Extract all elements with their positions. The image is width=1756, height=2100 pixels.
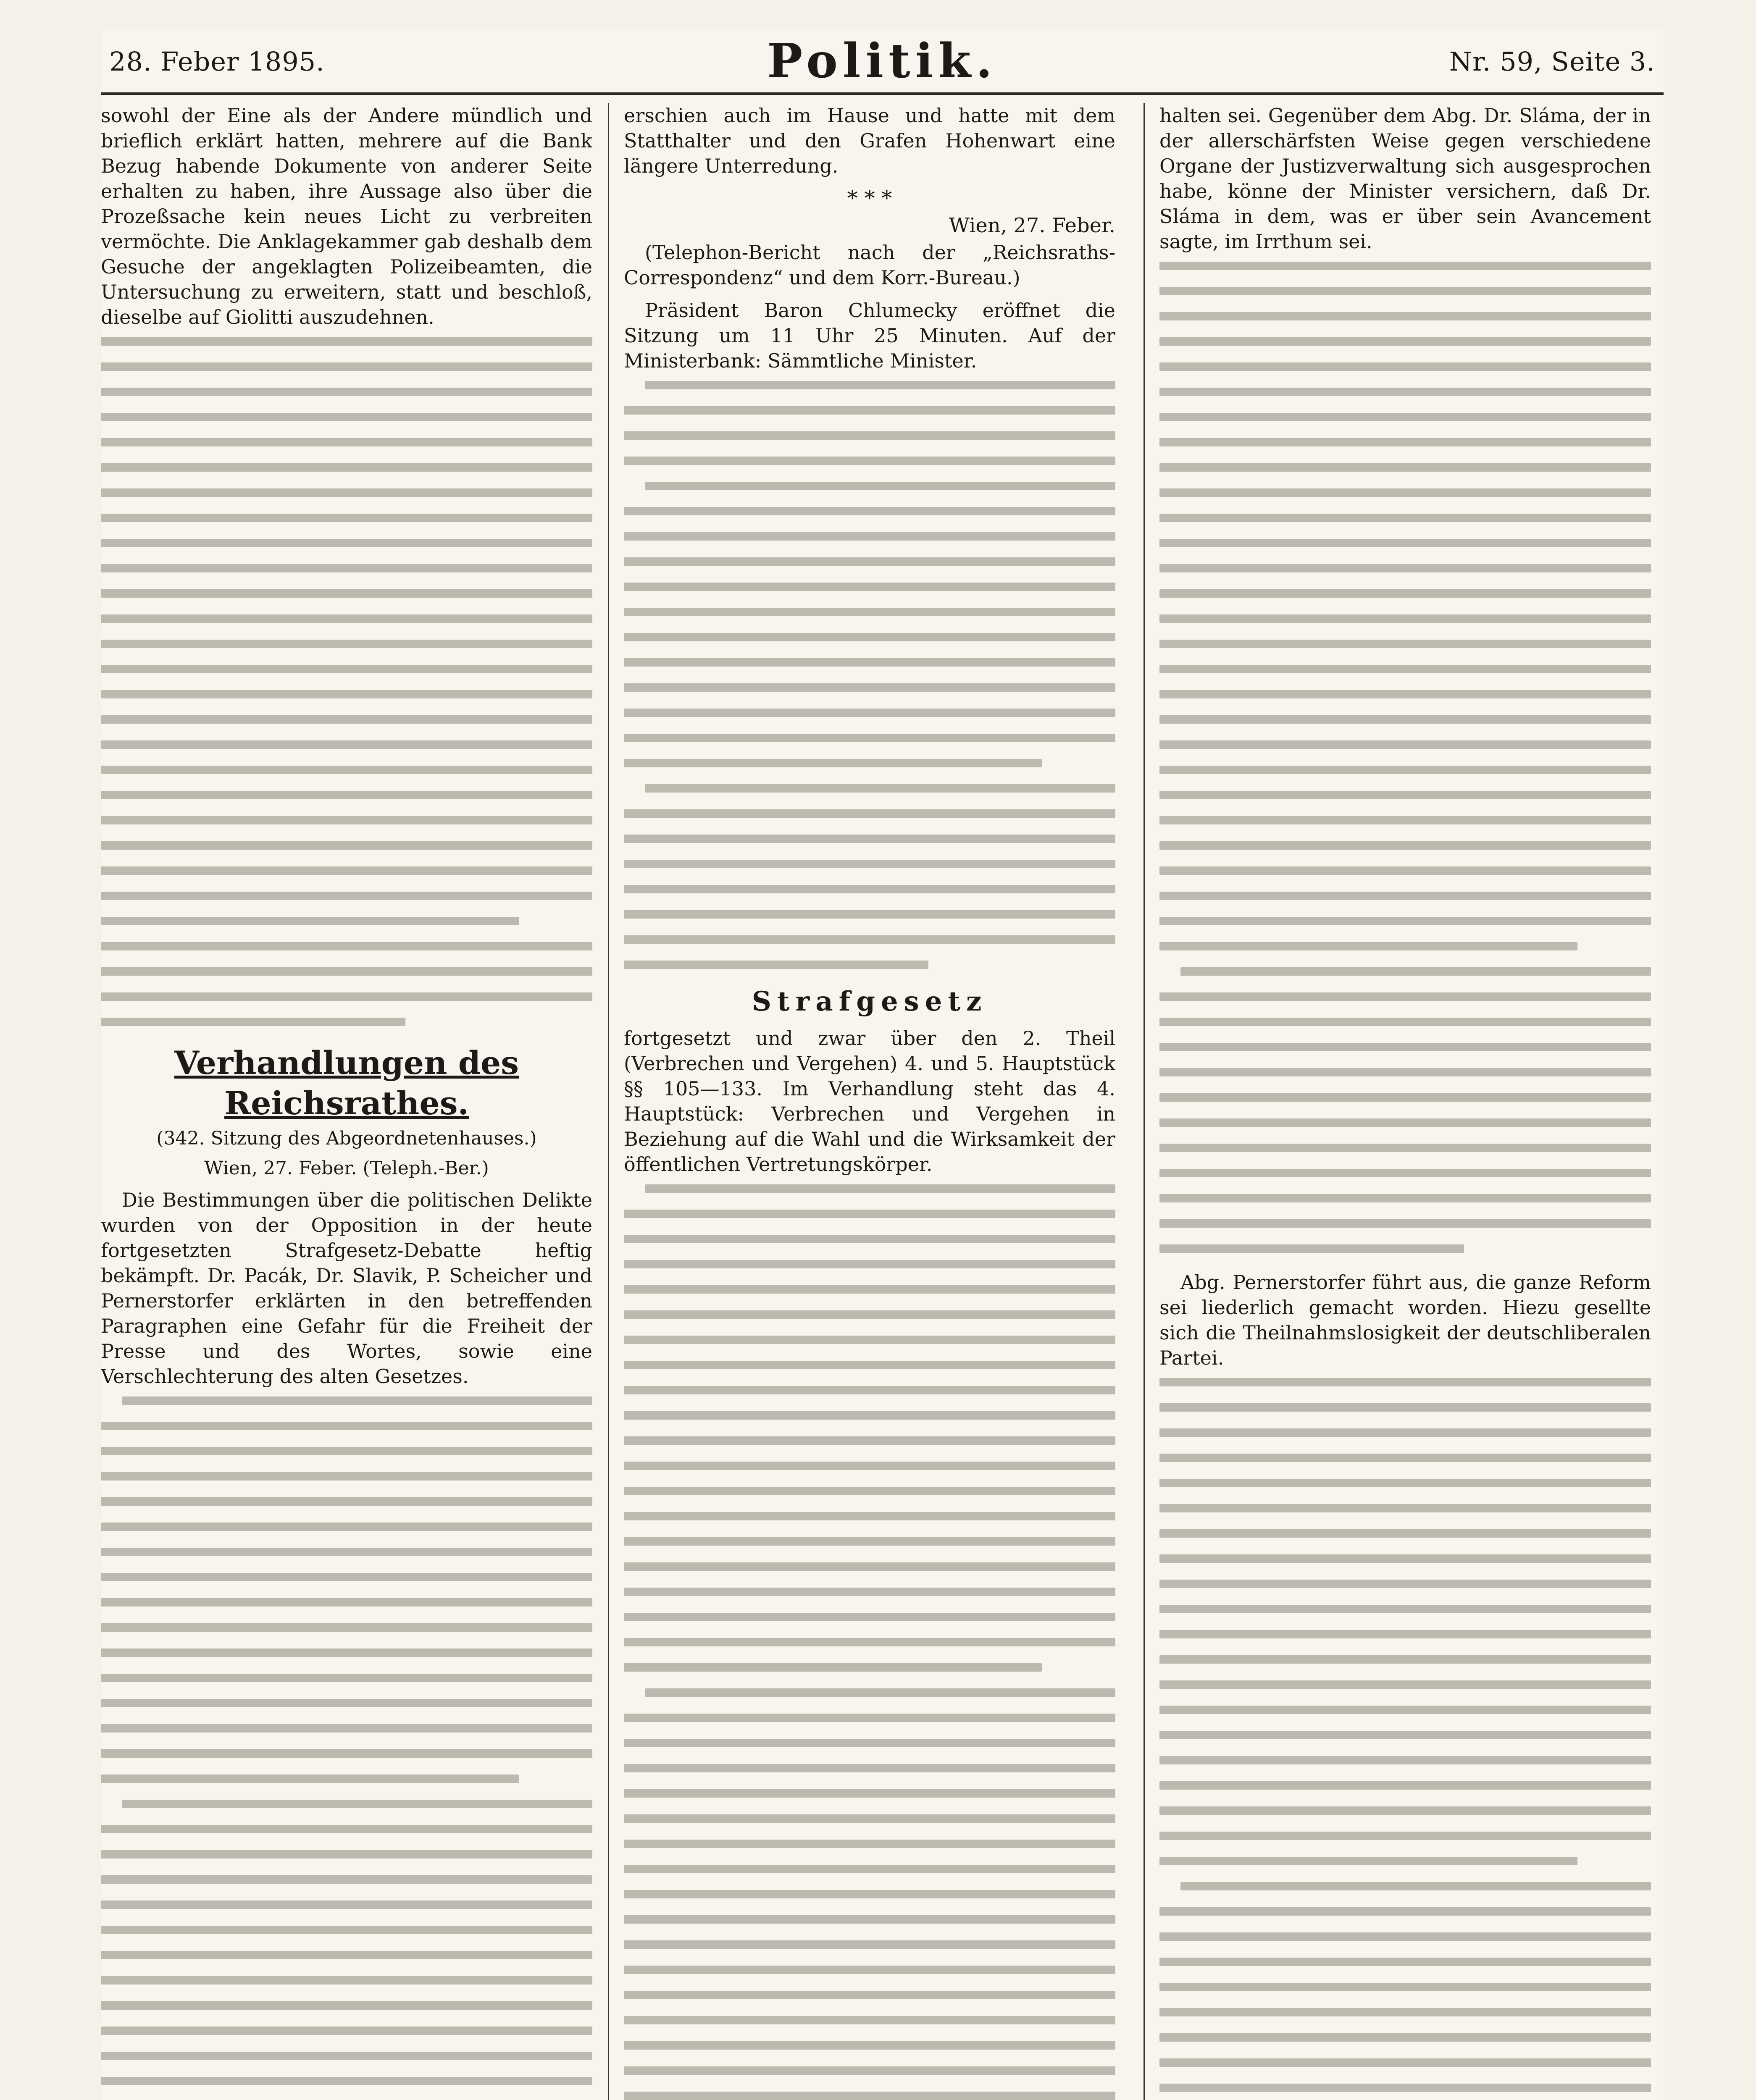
article-paragraph: erschien auch im Hause und hatte mit dem Statthalter und den Grafen Hohenwart eine längere Unterredung. [624,104,1115,177]
article-paragraph: Präsident Baron Chlumecky eröffnet die Sitzung um 11 Uhr 25 Minuten. Auf der Ministerbank: Sämmtliche Minister. [624,299,1115,372]
body-text-lines [1159,1378,1651,2100]
separator-stars: * * * [847,186,892,210]
page-reference: Nr. 59, Seite 3. [1449,46,1655,77]
column-3 [1159,103,1651,2100]
body-text-lines [624,1184,1115,2100]
telegram-note: (Telephon-Bericht nach der „Reichsraths-Correspondenz“ und dem Korr.-Bureau.) [624,241,1115,289]
column-2 [624,103,1115,2100]
body-text-lines [101,1396,592,2100]
section-heading: Strafgesetz [752,986,988,1017]
dateline: Wien, 27. Feber. [949,214,1115,237]
article-paragraph: halten sei. Gegenüber dem Abg. Dr. Sláma, der in der allerschärfsten Weise gegen verschiedene Organe der Justizverwaltung sich ausgesprochen habe, könne der Minister versichern, daß Dr. Sláma in dem, was er über sein Avancement sagte, im Irrthum sei. [1159,104,1651,253]
body-text-lines [101,337,592,1026]
column-rule [1144,103,1145,2100]
article-paragraph: sowohl der Eine als der Andere mündlich und brieflich erklärt hatten, mehrere auf die Bank Bezug habende Dokumente von anderer Seite erhalten zu haben, ihre Aussage also über die Prozeßsache kein neues Licht zu verbreiten vermöchte. Die Anklagekammer gab deshalb dem Gesuche der angeklagten Polizeibeamten, die Untersuchung zu erweitern, statt und beschloß, dieselbe auf Giolitti auszudehnen. [101,104,592,328]
column-1 [101,103,592,2100]
issue-date: 28. Feber 1895. [109,46,325,77]
dateline: Wien, 27. Feber. (Teleph.-Ber.) [204,1158,489,1179]
article-paragraph: Die Bestimmungen über die politischen Delikte wurden von der Opposition in der heute fortgesetzten Strafgesetz-Debatte heftig bekämpft. Dr. Pacák, Dr. Slavik, P. Scheicher und Pernerstorfer erklärten in den betreffenden Paragraphen eine Gefahr für die Freiheit der Presse und des Wortes, sowie eine Verschlechterung des alten Gesetzes. [101,1189,592,1388]
body-text-lines [624,381,1115,969]
newspaper-page [101,29,1664,2100]
section-heading: Verhandlungen des Reichsrathes. [174,1044,519,1122]
body-text-lines [1159,262,1651,1253]
sitting-label: (342. Sitzung des Abgeordnetenhauses.) [156,1128,537,1149]
article-paragraph: fortgesetzt und zwar über den 2. Theil (Verbrechen und Vergehen) 4. und 5. Hauptstück §§ 105—133. Im Verhandlung steht das 4. Hauptstück: Verbrechen und Vergehen in Beziehung auf die Wahl und die Wirksamkeit der öffentlichen Vertretungskörper. [624,1027,1115,1176]
column-rule [608,103,609,2100]
masthead [101,29,1664,95]
article-paragraph: Abg. Pernerstorfer führt aus, die ganze Reform sei liederlich gemacht worden. Hiezu gesellte sich die Theilnahmslosigkeit der deutschliberalen Partei. [1159,1271,1651,1369]
section-title: Politik. [767,34,997,89]
